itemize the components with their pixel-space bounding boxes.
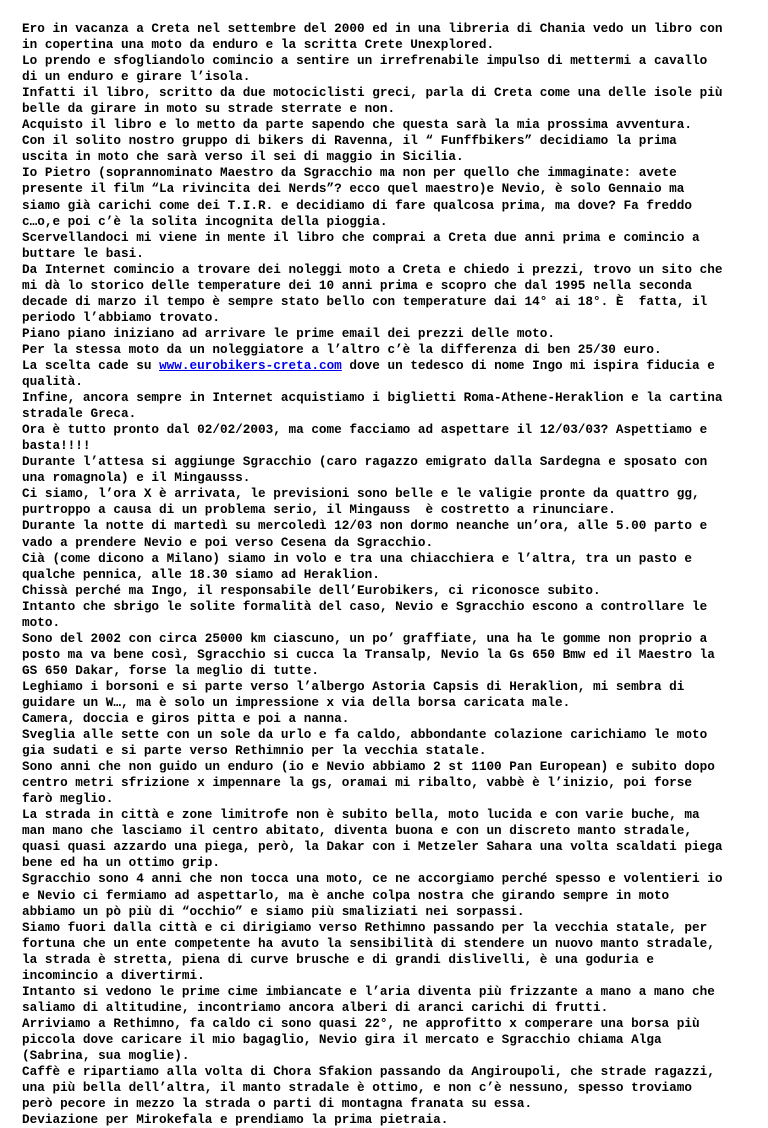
text-line: una romagnola) e il Mingausss. [22, 470, 251, 486]
text-line: Chissà perché ma Ingo, il responsabile dell’Eurobikers, ci riconosce subito. [22, 582, 601, 598]
text-line: una più bella dell’altra, il manto stradale è ottimo, e non c’è nessuno, spesso troviamo [22, 1080, 693, 1096]
text-line: belle da girare in moto su strade sterrate e non. [22, 101, 396, 117]
text-line: siamo già carichi come dei T.I.R. e decidiamo di fare qualcosa prima, ma dove? Fa freddo [22, 197, 693, 213]
text-line: Per la stessa moto da un noleggiatore a l’altro c’è la differenza di ben 25/30 euro. [22, 341, 662, 357]
text-line: Sono del 2002 con circa 25000 km ciascuno, un po’ graffiate, una ha le gomme non proprio a [22, 630, 708, 646]
text-line: incomincio a divertirmi. [22, 967, 205, 983]
text-line: bene ed ha un ottimo grip. [22, 855, 220, 871]
text-line: Sveglia alle sette con un sole da urlo e fa caldo, abbondante colazione carichiamo le moto [22, 727, 708, 743]
text-line-with-link [22, 358, 751, 374]
text-line: Scervellandoci mi viene in mente il libro che comprai a Creta due anni prima e comincio a [22, 229, 700, 245]
text-line: stradale Greca. [22, 406, 137, 422]
text-line: Siamo fuori dalla città e ci dirigiamo verso Rethimno passando per la vecchia statale, per [22, 919, 708, 935]
text-line: Sgracchio sono 4 anni che non tocca una moto, ce ne accorgiamo perché spesso e volentieri io [22, 871, 723, 887]
text-line: uscita in moto che sarà verso il sei di maggio in Sicilia. [22, 149, 464, 165]
text-line: GS 650 Dakar, forse la meglio di tutte. [22, 662, 319, 678]
text-line: abbiamo un pò più di “occhio” e siamo più smaliziati nei sorpassi. [22, 903, 525, 919]
text-line: Io Pietro (soprannominato Maestro da Sgracchio ma non per quello che immaginate: avete [22, 165, 677, 181]
text-line: in copertina una moto da enduro e la scritta Crete Unexplored. [22, 37, 495, 53]
text-line: mi dà lo storico delle temperature dei 10 anni prima e scopro che dal 1995 nella seconda [22, 277, 693, 293]
text-line: Infatti il libro, scritto da due motociclisti greci, parla di Creta come una delle isole più [22, 85, 723, 101]
text-line: la strada è stretta, piena di curve brusche e di grandi dislivelli, è una goduria e [22, 951, 654, 967]
text-line: qualche pennica, alle 18.30 siamo ad Heraklion. [22, 566, 380, 582]
text-line: qualità. [22, 374, 83, 390]
eurobikers-link[interactable]: www.eurobikers-creta.com [159, 357, 342, 373]
text-line: Durante l’attesa si aggiunge Sgracchio (caro ragazzo emigrato dalla Sardegna e sposato con [22, 454, 708, 470]
text-line: Lo prendo e sfogliandolo comincio a sentire un irrefrenabile impulso di mettermi a cavallo [22, 53, 708, 69]
text-line: piccola dove caricare il mio bagaglio, Nevio gira il mercato e Sgracchio chiama Alga [22, 1031, 662, 1047]
text-line: guidare un W…, ma è solo un impressione x via della borsa caricata male. [22, 694, 571, 710]
text-line: Da Internet comincio a trovare dei noleggi moto a Creta e chiedo i prezzi, trovo un sito che [22, 261, 723, 277]
text-line: Caffè e ripartiamo alla volta di Chora Sfakion passando da Angiroupoli, che strade ragazzi, [22, 1064, 715, 1080]
text-line: Intanto si vedono le prime cime imbiancate e l’aria diventa più frizzante a mano a mano che [22, 983, 715, 999]
text-line: Ero in vacanza a Creta nel settembre del 2000 ed in una libreria di Chania vedo un libro con [22, 21, 723, 36]
text-line: Con il solito nostro gruppo di bikers di Ravenna, il “ Funffbikers” decidiamo la prima [22, 133, 677, 149]
text-line: centro metri sfrizione x impennare la gs, oramai mi ribalto, vabbè è l’inizio, poi forse [22, 775, 693, 791]
text-line: Piano piano iniziano ad arrivare le prime email dei prezzi delle moto. [22, 325, 555, 341]
text-line: quasi quasi azzardo una piega, però, la Dakar con i Metzeler Sahara una volta scaldati piega [22, 839, 723, 855]
text-line: Cià (come dicono a Milano) siamo in volo e tra una chiacchiera e l’altra, tra un pasto e [22, 550, 693, 566]
text-segment: La scelta cade su [22, 357, 160, 373]
text-line: Arriviamo a Rethimno, fa caldo ci sono quasi 22°, ne approfitto x comperare una borsa più [22, 1015, 700, 1031]
text-line: Ci siamo, l’ora X è arrivata, le previsioni sono belle e le valigie pronte da quattro gg, [22, 486, 700, 502]
text-line: Infine, ancora sempre in Internet acquistiamo i biglietti Roma-Athene-Heraklion e la cartina [22, 390, 723, 406]
text-line: periodo l’abbiamo trovato. [22, 309, 220, 325]
text-line: man mano che lasciamo il centro abitato, diventa buona e con un discreto manto stradale, [22, 823, 693, 839]
text-line: c…o,e poi c’è la solita incognita della pioggia. [22, 213, 388, 229]
text-line: presente il film “La rivincita dei Nerds”? ecco quel maestro)e Nevio, è solo Gennaio ma [22, 181, 685, 197]
text-line: Camera, doccia e giros pitta e poi a nanna. [22, 711, 350, 727]
text-line: Acquisto il libro e lo metto da parte sapendo che questa sarà la mia prossima avventura. [22, 117, 693, 133]
text-segment: dove un tedesco di nome Ingo mi ispira fiducia e [341, 357, 715, 373]
text-line: però pecore in mezzo la strada o parti di montagna franata su essa. [22, 1096, 533, 1112]
text-line: purtroppo a causa di un problema serio, il Mingauss è costretto a rinunciare. [22, 502, 616, 518]
text-line: La strada in città e zone limitrofe non è subito bella, moto lucida e con varie buche, ma [22, 807, 700, 823]
text-line: e Nevio ci fermiamo ad aspettarlo, ma è anche colpa nostra che girando sempre in moto [22, 887, 670, 903]
text-line: di un enduro e girare l’isola. [22, 69, 251, 85]
text-line: (Sabrina, sua moglie). [22, 1048, 190, 1063]
text-line: Ora è tutto pronto dal 02/02/2003, ma come facciamo ad aspettare il 12/03/03? Aspettiamo e [22, 422, 708, 438]
text-line: decade di marzo il tempo è sempre stato bello con temperature dai 14° ai 18°. È fatta, il [22, 293, 708, 309]
text-line: farò meglio. [22, 791, 114, 807]
text-line: saliamo di altitudine, incontriamo ancora alberi di aranci carichi di frutti. [22, 999, 609, 1015]
text-line: Deviazione per Mirokefala e prendiamo la prima pietraia. [22, 1112, 449, 1128]
text-line: basta!!!! [22, 438, 91, 454]
text-line: posto ma va bene così, Sgracchio si cucca la Transalp, Nevio la Gs 650 Bmw ed il Maestro la [22, 646, 715, 662]
text-line: Intanto che sbrigo le solite formalità del caso, Nevio e Sgracchio escono a controllare le [22, 598, 708, 614]
text-line: fortuna che un ente competente ha avuto la sensibilità di stendere un nuovo manto stradale, [22, 935, 715, 951]
text-line: vado a prendere Nevio e poi verso Cesena da Sgracchio. [22, 534, 434, 550]
text-line: gia sudati e si parte verso Rethimnio per la vecchia statale. [22, 743, 487, 759]
text-line: Sono anni che non guido un enduro (io e Nevio abbiamo 2 st 1100 Pan European) e subito dopo [22, 759, 715, 775]
text-line: moto. [22, 614, 61, 630]
text-line: Durante la notte di martedì su mercoledì 12/03 non dormo neanche un’ora, alle 5.00 parto e [22, 518, 708, 534]
text-line: Leghiamo i borsoni e si parte verso l’albergo Astoria Capsis di Heraklion, mi sembra di [22, 678, 685, 694]
text-line: buttare le basi. [22, 245, 144, 261]
